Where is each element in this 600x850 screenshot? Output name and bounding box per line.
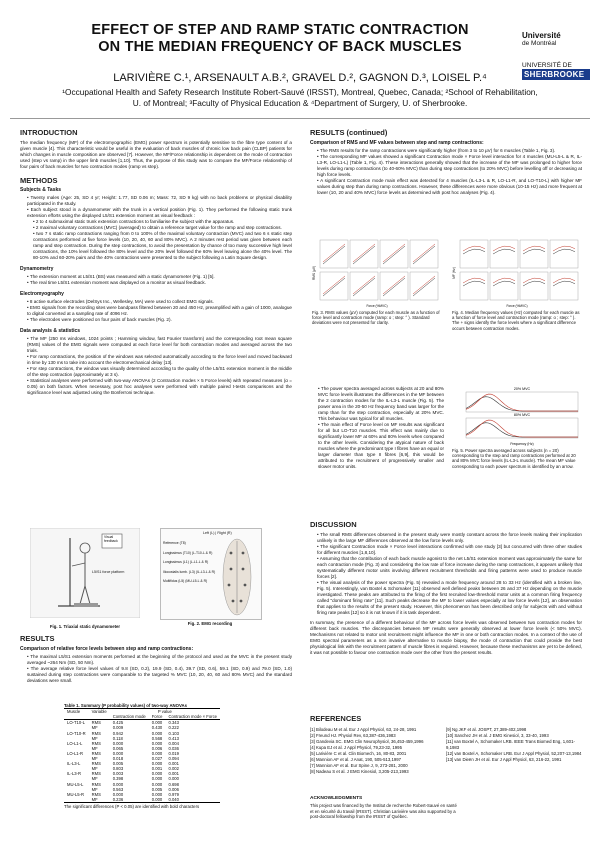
spectrum-panel xyxy=(466,418,578,438)
references-right xyxy=(446,727,582,775)
mini-plot-frame xyxy=(380,240,408,268)
mini-plot-frame xyxy=(320,240,348,268)
list-item: • The small RMS differences observed in the present study were mostly constant across the force levels making their implication unlikely in the large MF differences observed at the low force levels only. xyxy=(317,532,582,544)
title-line-1: EFFECT OF STEP AND RAMP STATIC CONTRACTION xyxy=(91,22,469,38)
dyn-list xyxy=(20,274,292,286)
references-left xyxy=(310,727,446,775)
y-axis-label: RMS (µV) xyxy=(312,265,316,281)
power-list xyxy=(314,386,444,470)
anova-table xyxy=(64,708,220,803)
table-cell xyxy=(64,797,89,803)
list-item: • Twenty males (Age: 25, SD 4 yr; Height: 1.77, SD 0.06 m; Mass: 72, SD 9 kg) with no back problems or physical disability participated in the study. xyxy=(27,195,292,207)
list-item: • The extension moment at L5/S1 (BS) was measured with a static dynamometer (Fig. 1) [5]. xyxy=(27,274,292,280)
list-item: • For ramp contractions, the position of the windows was selected automatically according to the force level and moved backward in time by 130 ms to take into account the electromechanical delay [13]. xyxy=(27,354,292,366)
summary-text: In summary, the presence of a different behaviour of the MF across force levels was observed between two contraction modes for different back muscles. The discrepancies between MF results were generally observed at lower force levels (< 50% MVC). Mechanisms not related to motor unit recruitment might influence the MF in one or both contraction modes. In a context of the use of EMG spectral parameters as a non invasive alternative to muscle biopsy, the mode of contraction that could provide the best physiological link with the recruitment pattern of muscle fibres is required. However, because these mechanisms are yet to be defined, it was not possible to favour one contraction mode over the other from the present results. xyxy=(310,620,582,655)
data-analysis-list xyxy=(20,336,292,396)
table-cell: MF xyxy=(91,745,98,751)
power-spectra-plot xyxy=(452,384,582,446)
mini-plot-frame xyxy=(350,272,378,300)
list-item: • EMG signals from the recording sites were bandpass filtered between 20 and 450 Hz, preamplified with a gain of 1000, analogue to digital converted at a sampling rate of 4096 Hz. xyxy=(27,305,292,317)
table-cell: 0.118 xyxy=(112,735,123,741)
table-cell: LO-T10-R xyxy=(67,730,86,736)
figure-3 xyxy=(312,238,442,308)
table-cell: 0.000 xyxy=(151,730,163,736)
table-cell: 0.698 xyxy=(168,781,179,787)
table-header: Force xyxy=(149,714,166,720)
fig2-label: Reference (T8) xyxy=(163,541,186,545)
fig2-label: Iliocostalis lumb. (L3) (IL-L3-L & R) xyxy=(163,569,216,574)
list-item: • The power spectra averaged across subjects at 20 and 80% MVC force levels illustrates the differences in the MF between the 2 contraction modes for the IL-L3-L muscle (Fig. 5). The power area in the 20-50 Hz frequency band was larger for the ramp than for the step contraction, especially at 20% MVC. This behaviour was typical for all muscles. xyxy=(318,386,444,422)
methods-heading: METHODS xyxy=(20,176,58,185)
table-cell: 0.000 xyxy=(112,791,124,797)
table-cell: RMS xyxy=(91,761,101,767)
table-cell: 0.002 xyxy=(168,766,179,772)
dyn-heading: Dynamometry xyxy=(20,266,54,272)
reference-item: [8] Nadeau S et al. J EMG Kinesiol, 3,205-213,1993 xyxy=(310,769,409,774)
acknowledgments xyxy=(310,796,460,820)
table-cell: 0.009 xyxy=(112,725,124,731)
table-cell: RMS xyxy=(91,720,101,726)
table-cell: 0.343 xyxy=(168,720,179,726)
mini-plot-frame xyxy=(490,240,518,268)
fig1-caption: Fig. 1. Triaxial static dynamometer xyxy=(49,624,121,629)
reference-item: [3] Gandevia SC. EMG Clin Neurophysiol, 36,453-459,1996 xyxy=(310,739,424,744)
table-cell: IL-L3-R xyxy=(67,771,81,777)
table-body xyxy=(64,720,220,803)
power-spectra-text xyxy=(314,386,444,472)
table-cell: 0.942 xyxy=(112,730,124,736)
logo1-sub: de Montréal xyxy=(522,40,557,47)
reference-item: [12] van Boxtel A, Schomaker LRB. Eur J Appl Physiol, 52,207-13,1984 xyxy=(446,751,582,756)
fig4-caption: Fig. 4. Median frequency values (Hz) computed for each muscle as a function of force level and contraction mode (ramp: o ; step: ° ). The + signs identify the force levels where a significant difference occurs between contraction modes. xyxy=(452,310,580,331)
fig2-label: Longissimus (L1) (L-L1-L & R) xyxy=(163,560,209,565)
results-heading: RESULTS xyxy=(20,634,55,643)
fig1-label-a: Visual feedback xyxy=(104,535,118,543)
list-item: • The main effect of Force level on MF results was significant for all but LO-T10 muscles. This effect was mainly due to significantly lower MF at 60% and 80% levels when compared to the other levels. Considering the atypical nature of back muscles where the predominant type I fibres have an equal or larger diameter than type II fibres [6,9], this would be attributed to the recruitment of progressively smaller and slower motor units. xyxy=(318,422,444,470)
table-cell: MF xyxy=(91,735,98,741)
table-cell: 0.006 xyxy=(168,786,179,792)
affil-line-2: U. of Montreal; ³Faculty of Physical Education & ⁴Department of Surgery, U. of Sherbrooke. xyxy=(132,98,468,108)
table-cell: 0.425 xyxy=(112,720,124,726)
table-cell: MF xyxy=(91,756,98,762)
affil-line-1: ¹Occupational Health and Safety Research Institute Robert-Sauvé (IRSST), Montreal, Quebec, Canada; ²School of Rehabilitation, xyxy=(62,87,538,97)
intro-heading: INTRODUCTION xyxy=(20,128,78,137)
table-cell: MF xyxy=(91,725,98,731)
table-cell: 0.398 xyxy=(112,776,124,782)
table-note: The significant differences (P < 0.05) are identified with bold characters xyxy=(64,803,200,809)
table-cell: MU-L5-L xyxy=(67,781,84,787)
udem-logo xyxy=(522,32,584,47)
data-analysis-heading: Data analysis & statistics xyxy=(20,328,81,334)
results-cont-subheading: Comparison of RMS and MF values between step and ramp contractions: xyxy=(310,140,484,146)
list-item: • The real time L5/S1 extension moment was displayed on a monitor as visual feedback. xyxy=(27,280,292,286)
discussion-section xyxy=(310,522,582,658)
mini-plot-frame xyxy=(550,272,578,300)
table-cell: RMS xyxy=(91,740,101,746)
reference-item: [11] van Boxtel A, Schomaker LRB. IEEE Trans Biomed Eng, 1,601-9,1983 xyxy=(446,739,575,750)
back-diagram xyxy=(219,537,255,617)
list-item: • The maximal L5/S1 extension moments performed at the beginning of the protocol and used as the MVC in the present study averaged ~264 Nm (SD, 50 Nm). xyxy=(27,654,292,666)
table-header: Contraction mode xyxy=(110,714,149,720)
table-cell: 0.000 xyxy=(112,781,124,787)
fig5-top-label: 20% MVC xyxy=(513,387,531,391)
mini-plot-frame xyxy=(490,272,518,300)
list-item: • The RMS results for the ramp contractions were significantly higher (from 3 to 10 µV) for 6 muscles (Table 1, Fig. 3). xyxy=(317,148,582,154)
table-cell: 0.006 xyxy=(151,745,163,751)
results-cont-heading: RESULTS (continued) xyxy=(310,128,388,137)
fig5-bottom-label: 80% MVC xyxy=(513,413,531,417)
table-cell: 0.036 xyxy=(168,745,179,751)
table-header: Muscle xyxy=(64,709,89,715)
table-cell: 0.065 xyxy=(112,745,124,751)
mini-plot-frame xyxy=(410,272,438,300)
table-cell: LO-T10-L xyxy=(67,720,85,726)
references-section xyxy=(310,714,582,775)
table-cell: MF xyxy=(91,776,98,782)
table-cell: 0.000 xyxy=(151,750,163,756)
list-item: • two 7 s static ramp contractions ranging from 0 to 100% of the maximal voluntary contraction (MVC) and two 6 s static step contractions performed at five force levels (10, 20, 40, 60 and 80% MVC). A 2 minutes rest period was given between each ramp and step contraction. During the step contractions, to avoid the presentation by chance of too many successive high level contractions, the 10% level followed the 80% level and the 20% level followed the 60% level leaving alone the 40% level. The 80-10% and 60-20% pairs and the 40% contractions were presented to the subject following a Latin Square design. xyxy=(33,231,292,261)
mini-plot-frame xyxy=(460,272,488,300)
spectrum-panel xyxy=(466,392,578,412)
results-cont-list xyxy=(310,148,582,196)
list-item: • 2 maximal voluntary contractions (MVC) (averaged) to obtain a reference target value for the ramp and step contractions. xyxy=(33,225,292,231)
table-cell: 0.001 xyxy=(168,771,179,777)
mini-plot-frame xyxy=(320,272,348,300)
fig5-caption: Fig. 5. Power spectra averaged across subjects (n = 20) corresponding to the step and ramp contractions performed at 20 and 80% MVC force levels (IL-L3-L muscle). The mean MF value corresponding to each power spectrum is identified by an arrow. xyxy=(452,448,576,469)
emg-recording-figure xyxy=(160,528,262,620)
list-item: • The MF (250 ms windows, 1024 points ; Hamming window, fast Fourier transform) and the corresponding root mean square (RMS) values of the EMG signals were computed at each force level for both contraction modes and averaged across the two trials. xyxy=(27,336,292,354)
table-cell: MF xyxy=(89,797,110,803)
reference-item: [2] Freund HJ. Physiol Rev, 63,387-436,1983 xyxy=(310,733,396,738)
table-cell: 0.005 xyxy=(112,761,124,767)
table-cell: 0.005 xyxy=(151,786,163,792)
fig3-caption: Fig. 3. RMS values (µV) computed for each muscle as a function of force level and contraction mode (ramp: o ; step: ° ). Standard deviations were not presented for clarity. xyxy=(312,310,440,326)
results-continued xyxy=(310,130,582,198)
title-line-2: ON THE MEDIAN FREQUENCY OF BACK MUSCLES xyxy=(98,39,462,55)
discussion-heading: DISCUSSION xyxy=(310,520,357,529)
table-cell: 0.000 xyxy=(151,791,163,797)
discussion-list xyxy=(310,532,582,616)
fig2-label: Multifidus (L5) (MU-L5-L & R) xyxy=(163,578,208,583)
figure-1 xyxy=(30,528,140,629)
table-cell: 0.563 xyxy=(112,786,124,792)
table-header: Variable xyxy=(89,709,110,715)
emg-list xyxy=(20,299,292,323)
mini-plot-frame xyxy=(380,272,408,300)
list-item: • For step contractions, the window was visually determined according to the quality of the L5/S1 extension moment in the middle of the step contraction (approximately at 3 s). xyxy=(27,366,292,378)
logo2-name: SHERBROOKE xyxy=(522,69,590,80)
list-item: • 8 active surface electrodes (DelSys Inc., Wellesley, MA) were used to collect EMG signals. xyxy=(27,299,292,305)
list-item: • Assuming that the contribution of each back muscle agonist to the net L5/S1 extension moment was approximately the same for each contraction mode (Fig. 3) and considering the low rate of force increase during the ramp contractions, it appears unlikely that systematically different motor units involving different recruitment thresholds and firing patterns were used to produce muscle forces [2]. xyxy=(317,556,582,580)
reference-item: [1] Bilodeau M et al. Eur J Appl Physiol, 63, 24-28, 1991 xyxy=(310,727,417,732)
table-cell: RMS xyxy=(91,781,101,787)
table-header: P value xyxy=(110,709,220,715)
left-column xyxy=(20,130,292,398)
reference-item: [6] Mannion AF et al. J Anat, 190, 505-513,1997 xyxy=(310,757,402,762)
mini-plot-frame xyxy=(520,272,548,300)
poster-title xyxy=(60,22,500,56)
table-cell: 0.000 xyxy=(112,750,124,756)
table-cell: 0.001 xyxy=(168,761,179,767)
table-1 xyxy=(64,703,284,809)
table-cell: 0.000 xyxy=(151,781,163,787)
table-cell: RMS xyxy=(91,730,101,736)
figure-5 xyxy=(452,384,582,446)
ack-text: This project was financed by the Institut de recherche Robert-Sauvé en santé et en sécurité du travail (IRSST). Christian Larivière was also supported by a post-doctoral fellowship from the IRSST of Québec. xyxy=(310,803,457,820)
reference-item: [5] Larivière C et al. Clin Biomech, 16, 80-83, 2001 xyxy=(310,751,407,756)
table-cell: IL-L3-L xyxy=(67,761,81,767)
results-section xyxy=(20,636,292,686)
reference-item: [9] Ng JKF et al. JOSPT, 27,389-402,1998 xyxy=(446,727,527,732)
logo1-name: Université xyxy=(522,31,561,40)
list-item: • Statistical analyses were performed with two-way ANOVAs (2 Contraction modes × 5 Force levels) with repeated measures (α = 0.05) on both factors. When necessary, post hoc analyses were performed with multiple paired t-tests comparisons and the significance level was adjusted using the Bonferroni technique. xyxy=(27,378,292,396)
authors: LARIVIÈRE C.¹, ARSENAULT A.B.², GRAVEL D.², GAGNON D.³, LOISEL P.⁴ xyxy=(113,72,487,84)
reference-item: [10] Sanchez JH et al. J EMG Kinesiol, 3, 33-40, 1993 xyxy=(446,733,549,738)
table-cell: 0.000 xyxy=(151,776,163,782)
results-list xyxy=(20,654,292,684)
table-cell: 0.236 xyxy=(110,797,149,803)
table-cell: 0.568 xyxy=(151,735,163,741)
table-cell: 0.222 xyxy=(168,725,179,731)
table-cell: 0.000 xyxy=(151,720,163,726)
references-heading: REFERENCES xyxy=(310,714,362,723)
table-cell: 0.803 xyxy=(112,766,124,772)
table-header: Contraction mode × Force xyxy=(165,714,220,720)
list-item: • 2 to 4 submaximal static trunk extension contractions to familiarise the subject with the apparatus. xyxy=(33,219,292,225)
table-cell: 0.040 xyxy=(165,797,220,803)
table-cell: 0.000 xyxy=(149,797,166,803)
table-cell: 0.027 xyxy=(151,756,163,762)
table-cell: 0.000 xyxy=(151,771,163,777)
table-cell: RMS xyxy=(91,771,101,777)
list-item: • The corresponding MF values showed a significant Contraction mode × Force level interaction for 4 muscles (MU-L5-L & R, IL-L3-R, LO-L1-L) (Table 1, Fig. 4). These interactions generally showed that the increase of the MF was prolonged to higher force levels during ramp contractions (to 40-60% MVC) than during step contractions (to 20% MVC) before levelling off or decreasing at high force levels. xyxy=(317,154,582,178)
list-item: • The significant Contraction mode × Force level interactions confirmed with one study [3] but concurred with three other studies for different muscles [1,8,10]. xyxy=(317,544,582,556)
logo2-top: UNIVERSITÉ DE xyxy=(522,62,572,69)
reference-item: [13] van Dieën JH et al. Eur J Appl Physiol, 63, 216-22, 1991 xyxy=(446,757,562,762)
mini-plot-frame xyxy=(460,240,488,268)
list-item: • Each subject stood in a dynamometer with the trunk in a vertical position (Fig. 1). They performed the following static trunk extension efforts using the displayed L5/S1 extension moment as visual feedback : xyxy=(27,207,292,219)
fig2-label: Longissimus (T10) (L-T10-L & R) xyxy=(163,551,213,556)
list-item: • The electrodes were positioned on four pairs of back muscles (Fig. 2). xyxy=(27,317,292,323)
table-cell: 0.979 xyxy=(168,791,179,797)
table-cell: 0.001 xyxy=(151,766,163,772)
header-divider xyxy=(10,118,590,119)
subjects-list xyxy=(20,195,292,261)
subjects-heading: Subjects & Tasks xyxy=(20,187,62,193)
emg-heading: Electromyography xyxy=(20,291,64,297)
table-row xyxy=(64,797,220,803)
table-cell: 0.004 xyxy=(168,740,179,746)
results-subheading: Comparison of relative force levels between step and ramp contractions: xyxy=(20,646,194,652)
figure-2 xyxy=(160,528,260,626)
table-cell: 0.413 xyxy=(168,735,179,741)
list-item: • A significant Contraction mode main effect was detected for 4 muscles (IL-L3-L & R, LO-L1-R, and LO-T10-L) with higher MF values during step than during ramp contractions. However, these differences were more obvious (10-15 Hz) and more frequent at lower (10, 20 and 40% MVC) force levels as determined with post hoc analyses (Fig. 4). xyxy=(317,178,582,196)
mini-plot-frame xyxy=(350,240,378,268)
reference-item: [4] Kupa EJ et al. J Appl Physiol, 79,23-32, 1995 xyxy=(310,745,402,750)
figure-4 xyxy=(452,238,582,308)
list-item: • The average relative force level values of 9.8 (SD, 0.2), 19.9 (SD, 0.4), 39.7 (SD, 0.6), 59.1 (SD, 0.9) and 79.0 (SD, 1.0) sustained during step contractions were comparable to the targeted % MVC (10, 20, 40, 60 and 80% MVC) and the standard deviations were small. xyxy=(27,666,292,684)
mini-plot-frame xyxy=(550,240,578,268)
fig2-caption: Fig. 2. EMG recording xyxy=(187,621,233,626)
mini-plot-frame xyxy=(520,240,548,268)
fig1-label-b: L5/S1 force platform xyxy=(92,570,125,574)
mini-plot-frame xyxy=(410,240,438,268)
reference-item: [7] Mannion AF et al. Eur Spine J, 9, 273-281, 2000 xyxy=(310,763,408,768)
fig2-labels xyxy=(163,541,219,583)
rms-plots xyxy=(312,238,442,308)
table-cell: LO-L1-R xyxy=(67,750,84,756)
y-axis-label: MF (Hz) xyxy=(452,267,456,279)
table-cell: 0.000 xyxy=(151,740,163,746)
fig2-head: Left (L) | Right (R) xyxy=(203,531,232,535)
table-title: Table 1. Summary (P probability values) of two-way ANOVAs xyxy=(64,703,188,708)
table-cell: 0.094 xyxy=(168,756,179,762)
table-cell: 0.003 xyxy=(112,771,124,777)
intro-text: The median frequency (MF) of the electromyographic (EMG) power spectrum is potentially sensitive to the fibre type content of a given muscle [4]. This characteristic would be useful in the evaluation of back muscles of chronic low back pain (CLBP) patients for which changes in muscle composition are observed [7]. However, the MF/Force relationship is dependent on the mode of contraction used (step vs ramp) in the upper limb muscles [1,10]. Thus, the purpose of this study was to compare the MF/Force relationship of four pairs of back muscles for two contraction modes (ramp vs step). xyxy=(20,140,292,169)
x-axis-label: Force (%MVC) xyxy=(366,304,388,308)
ack-heading: ACKNOWLEDGMENTS xyxy=(310,796,363,801)
table-cell: 0.000 xyxy=(168,776,179,782)
table-cell: MU-L5-R xyxy=(67,791,84,797)
table-cell: RMS xyxy=(91,750,101,756)
x-axis-label: Force (%MVC) xyxy=(506,304,528,308)
table-cell: 0.000 xyxy=(112,740,124,746)
table-cell: 0.430 xyxy=(151,725,163,731)
table-cell: LO-L1-L xyxy=(67,740,83,746)
affiliations xyxy=(20,87,580,109)
table-cell: MF xyxy=(91,786,98,792)
fig5-x-label: Frequency (Hz) xyxy=(510,442,534,446)
table-cell: RMS xyxy=(91,791,101,797)
table-cell: 0.019 xyxy=(168,750,179,756)
table-cell: MF xyxy=(91,766,98,772)
list-item: • The visual analysis of the power spectra (Fig. 5) revealed a mode frequency around 28 to 33 Hz (identified with a broken line, Fig. 5). Interestingly, van Boxtel & Schomaker [11] observed well defined peaks between 26 and 37 Hz depending on the muscle investigated. These peaks are attributed to the firing of the first recruited low-threshold motor units at a common firing frequency called "dominant firing rate" [11]. Such peaks decrease the MF to lower values especially at low force levels [12], an observation that applies to the results of the present study. However, this phenomenon has been described only for subjects with and without firing rate peaks [12] so it is not known if it is task dependent. xyxy=(317,580,582,616)
references-lists xyxy=(310,727,582,775)
table-cell: 0.000 xyxy=(151,761,163,767)
table-cell: 0.018 xyxy=(112,756,124,762)
table-cell: 0.103 xyxy=(168,730,179,736)
mf-plots xyxy=(452,238,582,308)
